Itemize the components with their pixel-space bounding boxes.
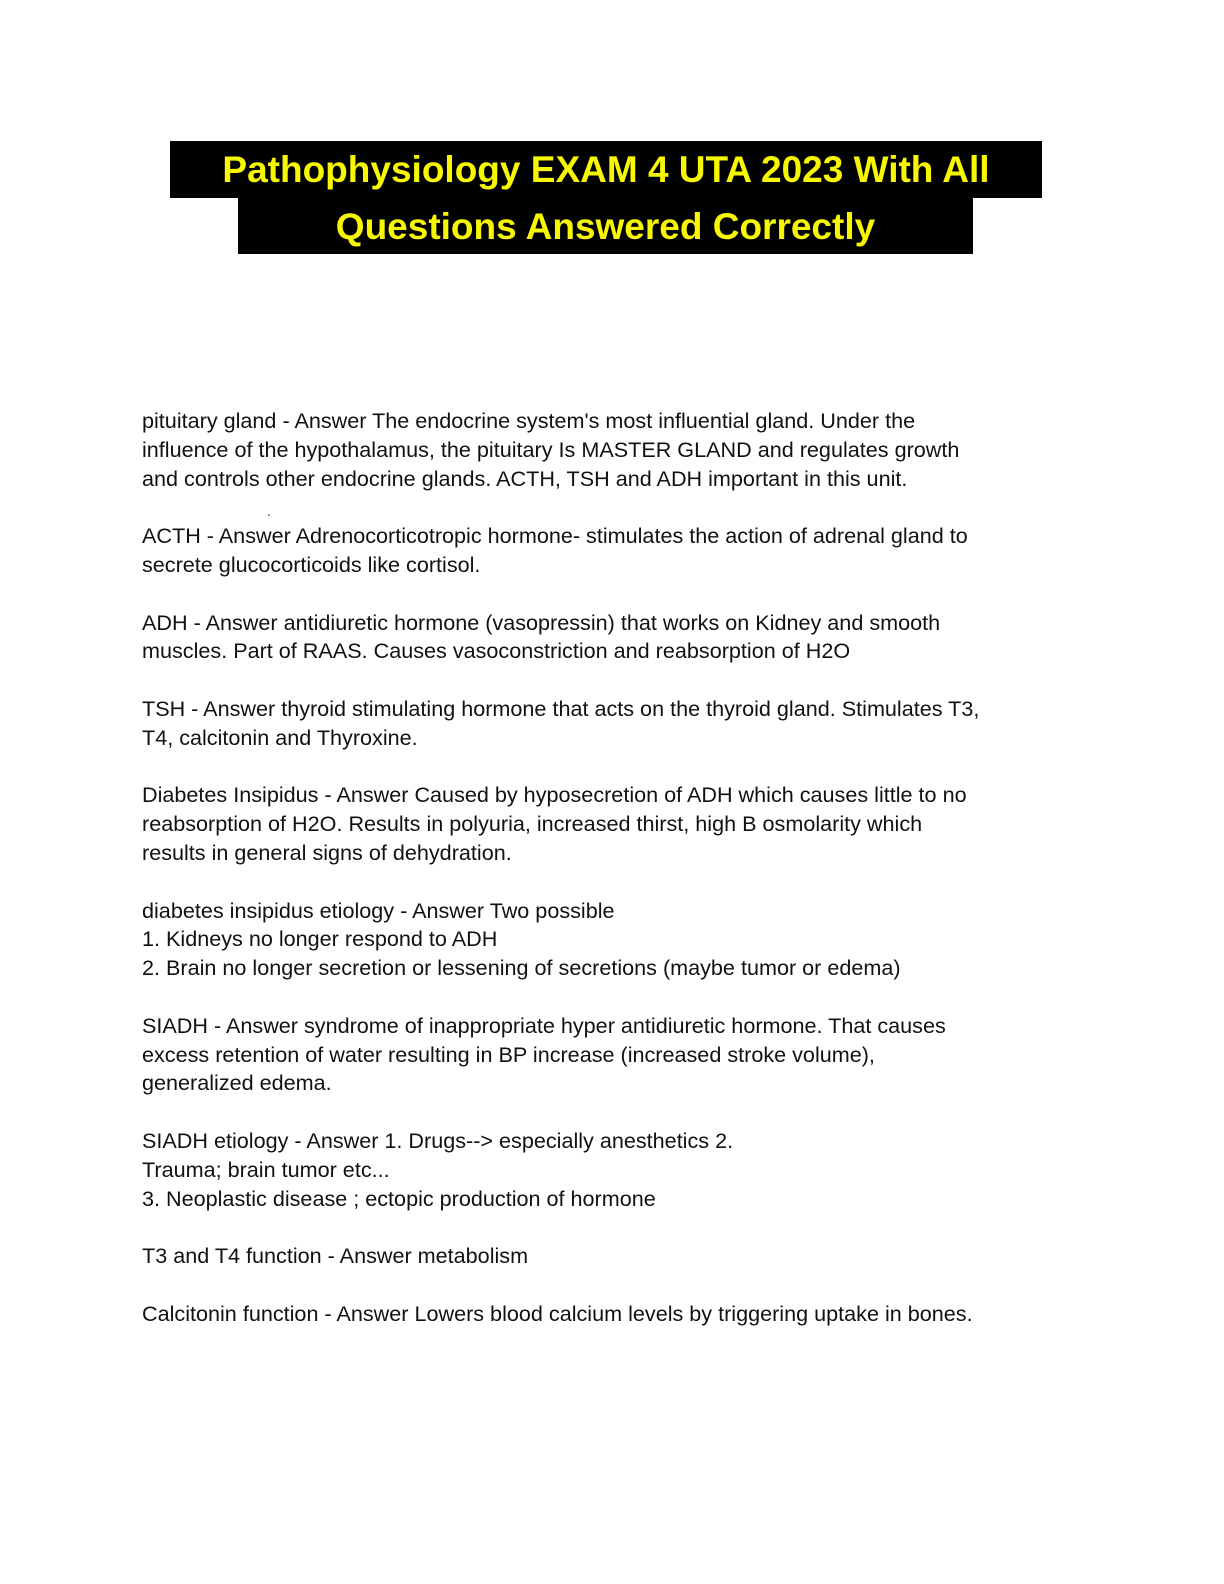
qa-entry-siadh-etiology: SIADH etiology - Answer 1. Drugs--> especially anesthetics 2. Trauma; brain tumor etc... 3. Neoplastic disease ; ectopic production of hormone xyxy=(142,1127,734,1211)
qa-entry-di-etiology: diabetes insipidus etiology - Answer Two possible 1. Kidneys no longer respond to ADH 2. Brain no longer secretion or lessening of secretions (maybe tumor or edema) xyxy=(142,897,901,981)
qa-entry-acth: ACTH - Answer Adrenocorticotropic hormone- stimulates the action of adrenal gland to secrete glucocorticoids like cortisol. xyxy=(142,523,968,577)
qa-entry-siadh: SIADH - Answer syndrome of inappropriate hyper antidiuretic hormone. That causes excess retention of water resulting in BP increase (increased stroke volume), generalized edema. xyxy=(142,1012,946,1096)
qa-list xyxy=(142,407,1082,1357)
title-line-2: Questions Answered Correctly xyxy=(238,198,973,254)
qa-entry-tsh: TSH - Answer thyroid stimulating hormone that acts on the thyroid gland. Stimulates T3, T4, calcitonin and Thyroxine. xyxy=(142,695,980,750)
qa-entry-diabetes-insipidus: Diabetes Insipidus - Answer Caused by hyposecretion of ADH which causes little to no reabsorption of H2O. Results in polyuria, increased thirst, high B osmolarity which results in general signs of dehydration. xyxy=(142,782,967,865)
qa-entry-pituitary-gland: pituitary gland - Answer The endocrine system's most influential gland. Under the influence of the hypothalamus, the pituitary Is MASTER GLAND and regulates growth and controls other endocrine glands. ACTH, TSH and ADH important in this unit. xyxy=(142,408,960,491)
qa-entry-calcitonin-function: Calcitonin function - Answer Lowers blood calcium levels by triggering uptake in bones. xyxy=(142,1300,973,1326)
qa-entry-t3-t4-function: T3 and T4 function - Answer metabolism xyxy=(142,1243,529,1269)
qa-entry-adh: ADH - Answer antidiuretic hormone (vasopressin) that works on Kidney and smooth muscles. Part of RAAS. Causes vasoconstriction and reabsorption of H2O xyxy=(142,609,941,664)
title-line-1: Pathophysiology EXAM 4 UTA 2023 With All xyxy=(170,141,1042,198)
